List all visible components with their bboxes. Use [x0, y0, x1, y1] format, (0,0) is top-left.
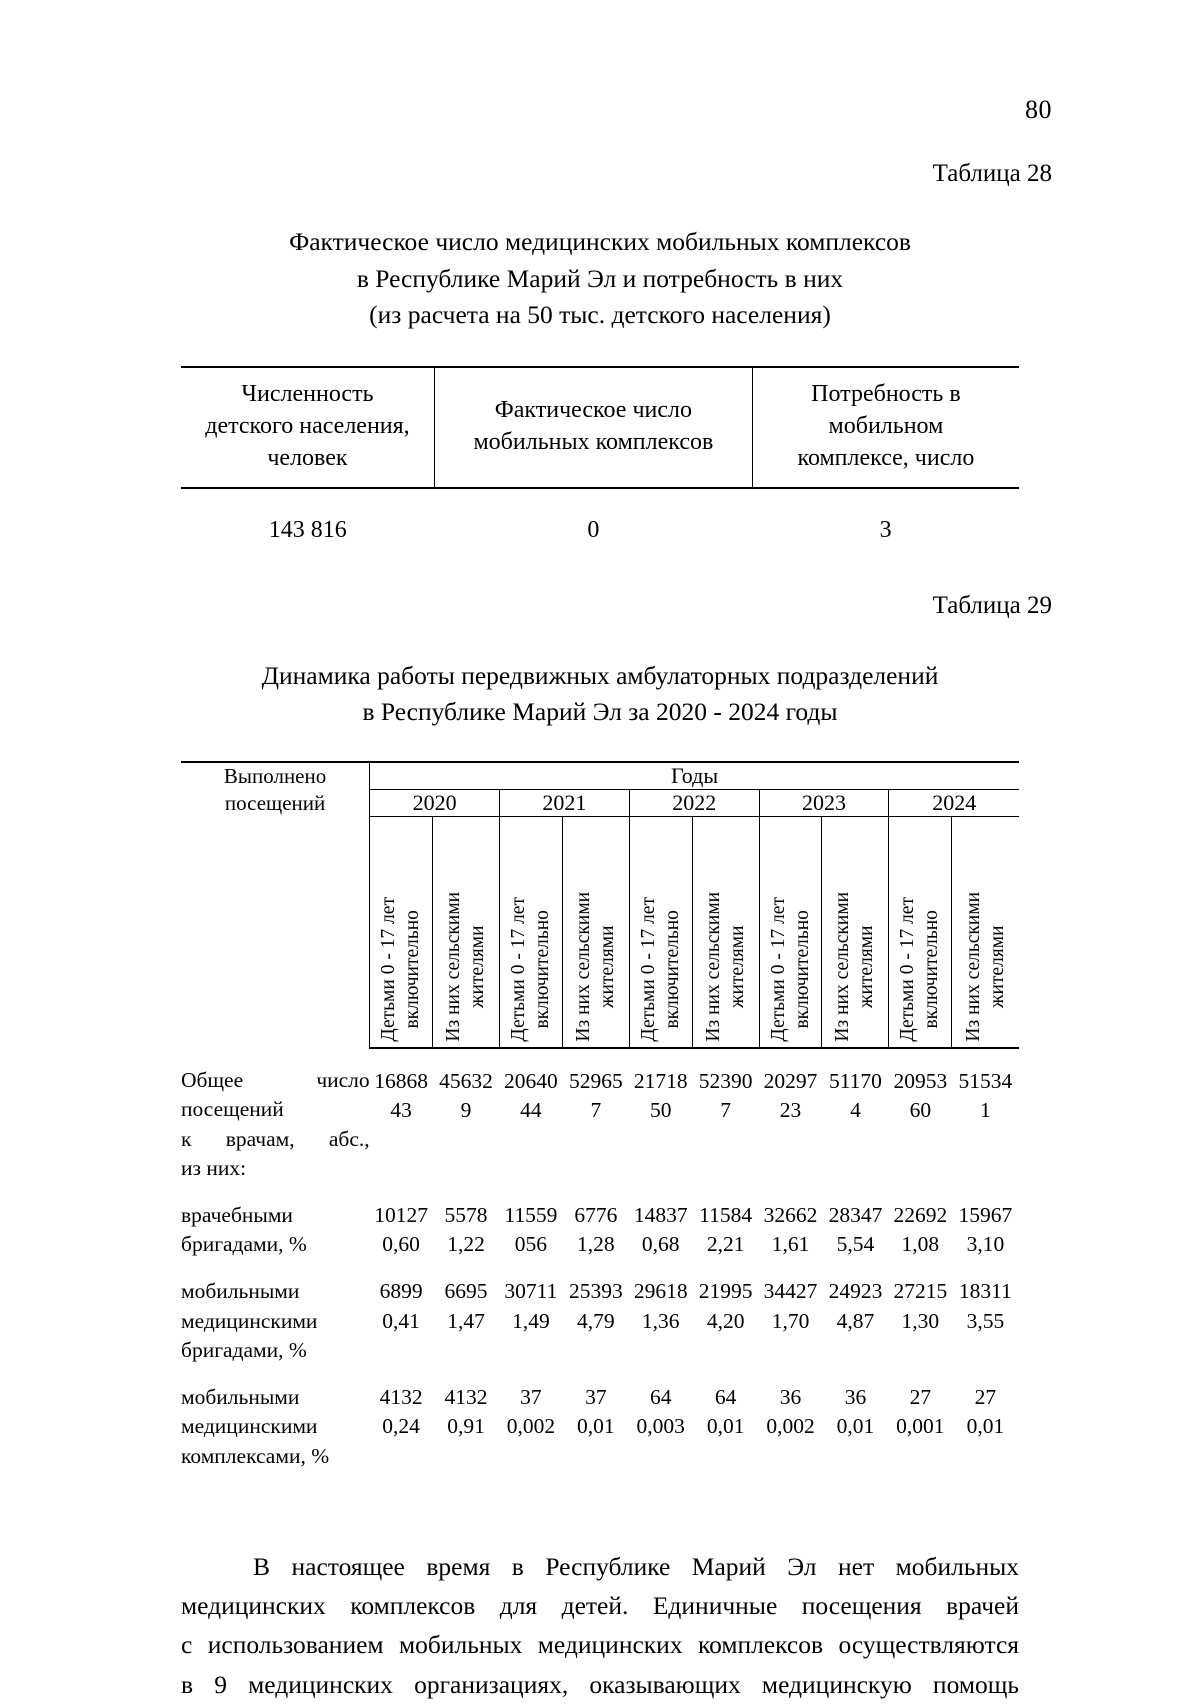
row-label-line: мобильными	[181, 1279, 300, 1304]
cell-top: 27	[974, 1385, 997, 1410]
cell-top: 14837	[633, 1203, 688, 1227]
table-28-wrapper	[181, 366, 1019, 553]
table-29-subheader-2023-rural	[822, 817, 889, 1049]
table-28	[181, 366, 1019, 553]
cell-top: 27	[909, 1385, 932, 1410]
cell-top: 10127	[374, 1203, 428, 1227]
cell-top: 11584	[699, 1203, 753, 1227]
table-29-subheader-2021-children	[499, 817, 562, 1049]
header-line: Потребность в мобильном	[811, 381, 961, 440]
table-cell	[822, 1259, 889, 1365]
cell-bottom: 5,54	[836, 1232, 875, 1257]
table-cell	[370, 1365, 433, 1471]
table-28-col-header-need	[752, 367, 1019, 487]
row-label-word: к	[181, 1126, 192, 1151]
cell-top: 22692	[893, 1203, 948, 1227]
table-29-subheader-2022-rural	[692, 817, 759, 1049]
cell-top: 20953	[893, 1069, 948, 1094]
cell-top: 5578	[444, 1203, 488, 1227]
table-29-year-2022: 2022	[629, 790, 759, 817]
table-28-title-line-2: в Республике Марий Эл и потребность в них	[356, 263, 844, 293]
cell-bottom: 1,22	[447, 1232, 485, 1257]
table-cell	[433, 1048, 500, 1183]
row-header-text	[181, 763, 369, 898]
paragraph-line: медицинских комплексов для детей. Единичные посещения врачей	[181, 1591, 1019, 1621]
row-label-word: Общее	[181, 1068, 244, 1093]
header-line: Численность	[241, 381, 374, 408]
table-cell	[562, 1048, 629, 1183]
table-cell	[759, 1183, 822, 1259]
cell-top: 20640	[504, 1069, 558, 1094]
cell-top: 15967	[958, 1203, 1013, 1227]
table-cell	[822, 1365, 889, 1471]
subheader-line: жителями	[726, 924, 748, 1008]
cell-top: 52390	[698, 1069, 753, 1094]
header-line: детского населения,	[205, 413, 410, 440]
table-29-row-header-label	[181, 762, 370, 1048]
cell-top: 52965	[568, 1069, 623, 1094]
table-29-year-2024: 2024	[889, 790, 1019, 817]
table-29-subheader-2021-rural	[562, 817, 629, 1049]
table-row	[181, 1183, 1019, 1259]
cell-top: 4132	[444, 1385, 488, 1410]
cell-bottom: 0,24	[382, 1414, 420, 1439]
row-label-line: из них:	[181, 1155, 247, 1180]
table-29-title-line-1: Динамика работы передвижных амбулаторных подразделений	[261, 660, 939, 690]
table-cell	[499, 1365, 562, 1471]
table-cell	[952, 1259, 1019, 1365]
cell-bottom: 0,60	[382, 1232, 420, 1257]
cell-top: 27215	[893, 1279, 948, 1304]
table-29-year-2020: 2020	[370, 790, 500, 817]
cell-top: 51534	[958, 1069, 1013, 1094]
table-cell	[370, 1259, 433, 1365]
paragraph-line: В настоящее время в Республике Марий Эл нет мобильных	[253, 1551, 1019, 1581]
cell-top: 24923	[828, 1279, 883, 1304]
subheader-line: Из них сельскими	[702, 891, 724, 1042]
table-cell	[499, 1183, 562, 1259]
row-label-line: медицинскими	[181, 1414, 318, 1439]
table-29-head	[181, 762, 1019, 1048]
table-cell	[952, 1365, 1019, 1471]
table-cell	[889, 1048, 952, 1183]
table-29-years-group-row	[181, 762, 1019, 790]
cell-bottom: 9	[460, 1098, 472, 1123]
cell-top: 6776	[574, 1203, 618, 1227]
cell-bottom: 0,01	[706, 1414, 745, 1439]
row-label-line	[181, 1125, 370, 1154]
table-cell	[822, 1183, 889, 1259]
cell-top: 37	[585, 1385, 607, 1410]
table-cell	[370, 1183, 433, 1259]
cell-top: 21718	[633, 1069, 688, 1094]
cell-top: 6695	[444, 1279, 488, 1304]
cell-bottom: 1,30	[901, 1308, 940, 1333]
cell-bottom: 4,87	[836, 1308, 875, 1333]
table-cell	[433, 1259, 500, 1365]
row-label-line: посещений	[181, 1097, 284, 1122]
table-28-title-line-3: (из расчета на 50 тыс. детского населения)	[369, 300, 831, 330]
paragraph-line: в 9 медицинских организациях, оказывающих медицинскую помощь	[181, 1669, 1019, 1699]
cell-top: 4132	[379, 1385, 423, 1410]
cell-bottom: 44	[520, 1098, 542, 1123]
row-label-line: врачебными	[181, 1203, 293, 1227]
cell-bottom: 0,002	[506, 1414, 556, 1439]
cell-bottom: 0,002	[766, 1414, 815, 1439]
table-cell	[889, 1365, 952, 1471]
table-cell	[499, 1048, 562, 1183]
table-cell	[629, 1259, 692, 1365]
header-line: Фактическое число	[494, 397, 692, 424]
cell-top: 32662	[763, 1203, 818, 1227]
cell-top: 34427	[763, 1279, 818, 1304]
table-29-subheader-2020-children	[370, 817, 433, 1049]
header-line: человек	[267, 445, 348, 472]
row-label-word: врачам,	[225, 1126, 295, 1151]
table-cell	[499, 1259, 562, 1365]
cell-bottom: 4,79	[577, 1308, 615, 1333]
table-cell	[562, 1365, 629, 1471]
cell-top: 45632	[439, 1069, 493, 1094]
table-cell	[952, 1183, 1019, 1259]
page-number: 80	[1025, 95, 1052, 124]
table-cell	[629, 1048, 692, 1183]
subheader-line: включительно	[791, 909, 813, 1029]
table-cell	[562, 1259, 629, 1365]
cell-bottom: 1,61	[771, 1232, 810, 1257]
header-line: комплексе, число	[797, 445, 975, 472]
table-cell	[759, 1365, 822, 1471]
cell-top: 36	[844, 1385, 867, 1410]
table-29-row-label-total	[181, 1048, 370, 1183]
table-cell	[759, 1259, 822, 1365]
cell-bottom: 0,68	[641, 1232, 680, 1257]
cell-bottom: 43	[390, 1098, 412, 1123]
table-28-cell-actual: 0	[587, 516, 600, 543]
cell-top: 18311	[958, 1279, 1012, 1304]
cell-bottom: 2,21	[706, 1232, 745, 1257]
table-29-subheader-2023-children	[759, 817, 822, 1049]
table-row	[181, 488, 1019, 554]
row-label-word: число	[316, 1068, 370, 1093]
subheader-line: Детьми 0 - 17 лет	[378, 896, 400, 1042]
closing-paragraph-text	[181, 1547, 1019, 1704]
cell-top: 21995	[698, 1279, 753, 1304]
subheader-line: Детьми 0 - 17 лет	[767, 896, 789, 1042]
cell-bottom: 0,01	[966, 1414, 1005, 1439]
table-cell	[889, 1259, 952, 1365]
table-cell	[759, 1048, 822, 1183]
table-cell	[692, 1048, 759, 1183]
cell-bottom: 1,47	[447, 1308, 485, 1333]
row-label-line	[181, 1066, 370, 1095]
cell-bottom: 1	[980, 1098, 991, 1123]
subheader-line: включительно	[921, 909, 943, 1029]
subheader-line: жителями	[596, 924, 618, 1008]
subheader-line: жителями	[467, 924, 488, 1008]
table-cell	[692, 1259, 759, 1365]
row-label-line: комплексами, %	[181, 1443, 330, 1468]
table-29-title-line-2: в Республике Марий Эл за 2020 - 2024 годы	[362, 697, 838, 727]
table-cell	[692, 1183, 759, 1259]
cell-top: 37	[520, 1385, 542, 1410]
table-cell	[889, 1183, 952, 1259]
cell-bottom: 4,20	[706, 1308, 745, 1333]
cell-bottom: 4	[850, 1098, 861, 1123]
table-28-col-header-population	[181, 367, 434, 487]
table-28-head	[181, 367, 1019, 487]
table-28-header-row	[181, 367, 1019, 487]
table-cell	[629, 1365, 692, 1471]
subheader-line: Детьми 0 - 17 лет	[508, 896, 530, 1042]
table-cell	[822, 1048, 889, 1183]
cell-bottom: 1,49	[512, 1308, 550, 1333]
table-28-title	[0, 224, 1200, 334]
cell-top: 28347	[828, 1203, 883, 1227]
table-29-subheader-2020-rural	[433, 817, 500, 1049]
subheader-line: включительно	[531, 909, 553, 1029]
cell-bottom: 7	[720, 1098, 731, 1123]
table-29-subheader-2024-children	[889, 817, 952, 1049]
row-header-line: посещений	[224, 791, 326, 816]
cell-bottom: 50	[649, 1098, 672, 1123]
cell-bottom: 0,41	[382, 1308, 420, 1333]
table-cell	[952, 1048, 1019, 1183]
cell-bottom: 0,001	[896, 1414, 945, 1439]
table-cell	[433, 1365, 500, 1471]
table-29-subheader-2024-rural	[952, 817, 1019, 1049]
cell-bottom: 7	[590, 1098, 602, 1123]
subheader-line: жителями	[986, 924, 1008, 1008]
subheader-line: Из них сельскими	[962, 891, 984, 1042]
paragraph-line: с использованием мобильных медицинских комплексов осуществляются	[181, 1630, 1019, 1660]
table-cell	[562, 1183, 629, 1259]
table-29-row-label-medical-teams	[181, 1183, 370, 1259]
cell-top: 11559	[504, 1203, 558, 1227]
table-29-subheader-2022-children	[629, 817, 692, 1049]
cell-top: 20297	[763, 1069, 818, 1094]
table-row	[181, 1048, 1019, 1183]
cell-bottom: 1,28	[577, 1232, 615, 1257]
table-29-year-2023: 2023	[759, 790, 889, 817]
cell-bottom: 3,55	[966, 1308, 1005, 1333]
table-29	[181, 761, 1019, 1471]
table-cell	[629, 1183, 692, 1259]
row-label-line: мобильными	[181, 1385, 300, 1410]
table-28-cell-population: 143 816	[268, 516, 347, 543]
closing-paragraph	[181, 1547, 1019, 1704]
row-label-line: бригадами, %	[181, 1337, 307, 1362]
subheader-line: включительно	[661, 909, 683, 1029]
table-28-col-header-actual	[434, 367, 752, 487]
cell-top: 64	[714, 1385, 737, 1410]
cell-bottom: 1,36	[641, 1308, 680, 1333]
cell-top: 16868	[374, 1069, 428, 1094]
cell-bottom: 0,91	[447, 1414, 485, 1439]
table-29-year-2021: 2021	[499, 790, 629, 817]
cell-bottom: 60	[909, 1098, 932, 1123]
table-28-title-line-1: Фактическое число медицинских мобильных комплексов	[289, 227, 911, 256]
table-29-row-label-mobile-teams	[181, 1259, 370, 1365]
subheader-line: Из них сельскими	[832, 891, 854, 1042]
cell-bottom: 1,70	[771, 1308, 810, 1333]
row-label-line: бригадами, %	[181, 1232, 307, 1257]
cell-top: 6899	[379, 1279, 423, 1304]
row-label-line: медицинскими	[181, 1308, 318, 1333]
subheader-line: Детьми 0 - 17 лет	[637, 896, 659, 1042]
subheader-line: жителями	[856, 924, 878, 1008]
table-28-cell-need: 3	[879, 516, 892, 543]
cell-bottom: 0,01	[836, 1414, 875, 1439]
cell-bottom: 0,01	[577, 1414, 615, 1439]
cell-bottom: 056	[514, 1232, 548, 1257]
cell-top: 51170	[828, 1069, 882, 1094]
table-29-body	[181, 1048, 1019, 1471]
cell-bottom: 0,003	[636, 1414, 685, 1439]
row-header-line: Выполнено	[223, 764, 327, 789]
cell-bottom: 3,10	[966, 1232, 1005, 1257]
table-28-label: Таблица 28	[932, 160, 1052, 187]
cell-bottom: 1,08	[901, 1232, 940, 1257]
table-cell	[370, 1048, 433, 1183]
table-29-years-group-header: Годы	[370, 762, 1019, 790]
subheader-line: Детьми 0 - 17 лет	[897, 896, 919, 1042]
header-line: мобильных комплексов	[473, 429, 714, 456]
subheader-line: Из них сельскими	[443, 891, 465, 1042]
table-29-title	[0, 658, 1200, 731]
cell-top: 29618	[633, 1279, 688, 1304]
table-29-wrapper	[181, 761, 1019, 1471]
subheader-line: Из них сельскими	[573, 891, 595, 1042]
table-cell	[692, 1365, 759, 1471]
table-row	[181, 1259, 1019, 1365]
row-label-word: абс.,	[328, 1126, 370, 1151]
cell-bottom: 23	[779, 1098, 802, 1123]
cell-top: 36	[779, 1385, 802, 1410]
table-28-body	[181, 488, 1019, 554]
table-row	[181, 1365, 1019, 1471]
table-cell	[433, 1183, 500, 1259]
table-29-label: Таблица 29	[932, 591, 1052, 619]
table-29-row-label-mobile-complexes	[181, 1365, 370, 1471]
cell-top: 64	[649, 1385, 672, 1410]
cell-top: 25393	[568, 1279, 623, 1304]
cell-top: 30711	[504, 1279, 558, 1304]
subheader-line: включительно	[402, 909, 424, 1029]
